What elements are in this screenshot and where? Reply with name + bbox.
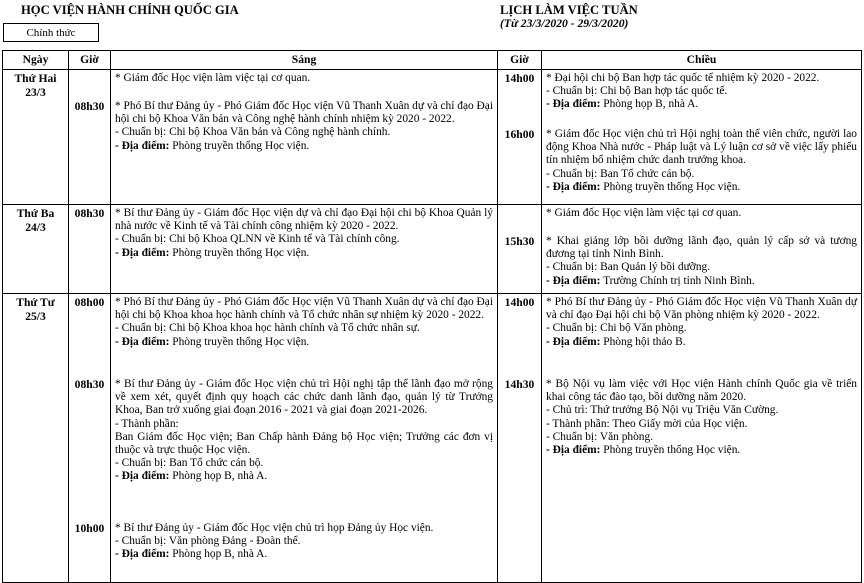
event-block [546,128,857,194]
morning-content-wrap [115,207,493,292]
event-text: - Chuẩn bị: Ban Quản lý bồi dưỡng. [546,261,711,274]
event-text: * Bí thư Đảng ủy - Giám đốc Học viện dự và chỉ đạo Đại hội chi bộ Khoa Quản lý nhà nước về Kinh tế và Tài chính công nhiệm kỳ 2020 - 2022. [115,207,493,233]
event-text: Phòng hội thảo B. [600,335,686,348]
event-line [115,72,493,85]
event-line [115,470,493,483]
location-label: - Địa điểm: [546,444,601,457]
event-line [115,247,493,260]
event-text: * Giám đốc Học viện làm việc tại cơ quan. [546,207,742,219]
event-text: - Chuẩn bị: Chi bộ Văn phòng. [546,322,687,335]
event-text: * Đại hội chi bộ Ban hợp tác quốc tế nhiệm kỳ 2020 - 2022. [546,72,820,84]
afternoon-content-cell [542,70,862,205]
event-text: Phòng truyền thống Học viện. [169,246,310,259]
morning-content-wrap [115,296,493,581]
location-label: - Địa điểm: [546,274,601,287]
event-text: - Chủ trì: Thứ trưởng Bộ Nội vụ Triệu Văn Cường. [546,404,779,417]
event-line [546,128,857,168]
morning-content-cell [111,294,498,583]
event-text: * Khai giảng lớp bồi dưỡng lãnh đạo, quản lý cấp sở và tương đương tại tỉnh Ninh Bình. [546,235,857,261]
event-block [546,235,857,288]
schedule-title: LỊCH LÀM VIỆC TUẦN [500,3,638,17]
event-text: Phòng truyền thống Học viện. [169,139,310,152]
event-line [546,207,857,220]
event-line [115,522,493,535]
day-name: Thứ Hai [14,72,57,85]
event-text: - Thành phần: Theo Giấy mời của Học viện. [546,417,748,430]
morning-time-cell [69,205,111,294]
event-text: * Bộ Nội vụ làm việc với Học viện Hành chính Quốc gia về triển khai công tác đào tạo, bồi dưỡng năm 2020. [546,378,857,404]
afternoon-time-cell [498,205,542,294]
morning-content-cell [111,70,498,205]
official-badge: Chính thức [3,23,99,42]
event-line [546,322,857,335]
time-slot-label: 08h30 [74,100,105,113]
event-text: - Chuẩn bị: Văn phòng Đảng - Đoàn thể. [115,535,301,548]
day-name: Thứ Tư [16,296,55,309]
event-text: Trường Chính trị tỉnh Ninh Bình. [600,274,755,287]
afternoon-content-cell [542,294,862,583]
day-cell [3,205,69,294]
event-block [546,207,857,220]
afternoon-content-wrap [546,207,857,292]
event-text: * Giám đốc Học viện làm việc tại cơ quan. [115,72,311,84]
event-line [115,140,493,153]
event-text: * Phó Bí thư Đảng ủy - Phó Giám đốc Học viện Vũ Thanh Xuân dự và chỉ đạo Đại hội chi bộ Khoa Văn bản và Công nghệ hành chính nhiệm kỳ 2020 - 2022. [115,100,493,126]
day-cell [3,294,69,583]
event-line [115,233,493,246]
event-text: Phòng truyền thống Học viện. [600,444,741,457]
event-line [546,378,857,404]
weekly-schedule-table [2,50,862,583]
location-label: - Địa điểm: [115,246,170,259]
event-text: Phòng truyền thống Học viện. [169,335,310,348]
event-block [115,378,493,484]
event-text: * Phó Bí thư Đảng ủy - Phó Giám đốc Học viện Vũ Thanh Xuân dự và chỉ đạo Đại hội chi bộ Văn phòng nhiệm kỳ 2020 - 2022. [546,296,857,322]
event-line [115,207,493,233]
event-block [546,378,857,457]
time-slot-label: 14h30 [504,378,535,391]
location-label: - Địa điểm: [115,548,170,561]
event-text: * Phó Bí thư Đảng ủy - Phó Giám đốc Học viện Vũ Thanh Xuân dự và chỉ đạo Đại hội chi bộ Khoa khoa học hành chính và Tổ chức nhân sự nhiệm kỳ 2020 - 2022. [115,296,493,322]
event-line [546,72,857,85]
event-text: - Chuẩn bị: Chi bộ Khoa Văn bản và Công nghệ hành chính. [115,126,391,139]
day-name: Thứ Ba [16,207,55,220]
schedule-row [3,205,862,294]
afternoon-time-cell [498,294,542,583]
time-slot-label: 08h30 [74,207,105,220]
event-text: Phòng truyền thống Học viện. [600,180,741,193]
morning-time-cell [69,70,111,205]
event-line [546,168,857,181]
event-text: - Chuẩn bị: Ban Tổ chức cán bộ. [115,457,264,470]
event-line [115,336,493,349]
event-line [546,404,857,417]
location-label: - Địa điểm: [546,335,601,348]
schedule-date-range: (Từ 23/3/2020 - 29/3/2020) [500,17,629,30]
event-line [115,431,493,457]
location-label: - Địa điểm: [115,139,170,152]
event-text: Phòng họp B, nhà A. [169,470,268,483]
day-date: 25/3 [25,310,46,323]
event-block [115,207,493,260]
day-date: 24/3 [25,221,46,234]
schedule-heading [500,3,638,30]
event-line [546,98,857,111]
col-header-afternoon: Chiều [542,51,862,70]
event-line [546,235,857,261]
location-label: - Địa điểm: [115,335,170,348]
time-slot-label: 15h30 [504,235,535,248]
afternoon-content-wrap [546,72,857,203]
time-slot-label: 08h30 [74,378,105,391]
event-block [546,72,857,112]
event-block [115,296,493,349]
event-text: * Bí thư Đảng ủy - Giám đốc Học viện chủ trì Hội nghị tập thể lãnh đạo mở rộng về xem xét, quyết định quy hoạch các chức danh lãnh đạo, quản lý từ Trưởng Khoa, Ban trở xuống giai đoạn 2016 - 2021 và giai đoạn 2021-2026. [115,378,493,417]
event-line [546,275,857,288]
time-slot-label: 14h00 [504,72,535,85]
event-line [115,535,493,548]
location-label: - Địa điểm: [115,470,170,483]
time-slot-label: 10h00 [74,522,105,535]
event-line [115,322,493,335]
event-line [115,100,493,126]
event-line [546,336,857,349]
event-line [546,431,857,444]
event-line [546,261,857,274]
day-cell [3,70,69,205]
location-label: - Địa điểm: [546,98,601,111]
event-block [546,296,857,349]
col-header-time-afternoon: Giờ [498,51,542,70]
event-block [115,100,493,153]
event-line [115,296,493,322]
event-line [115,457,493,470]
afternoon-time-cell [498,70,542,205]
time-slot-label: 16h00 [504,128,535,141]
morning-content-cell [111,205,498,294]
event-text: Phòng họp B, nhà A. [169,548,268,561]
event-block [115,72,493,85]
afternoon-content-wrap [546,296,857,581]
event-line [546,418,857,431]
morning-content-wrap [115,72,493,203]
day-date: 23/3 [25,86,46,99]
col-header-time: Giờ [69,51,111,70]
org-name: HỌC VIỆN HÀNH CHÍNH QUỐC GIA [21,3,239,17]
event-line [115,548,493,561]
event-line [115,126,493,139]
event-text: - Thành phần: [115,417,179,430]
location-label: - Địa điểm: [546,180,601,193]
schedule-row [3,294,862,583]
event-text: - Chuẩn bị: Ban Tổ chức cán bộ. [546,167,695,180]
event-line [115,418,493,431]
time-slot-label: 08h00 [74,296,105,309]
event-line [546,85,857,98]
event-text: - Chuẩn bị: Chi bộ Khoa QLNN về Kinh tế và Tài chính công. [115,233,400,246]
event-text: Phòng họp B, nhà A. [600,98,699,111]
schedule-row [3,70,862,205]
morning-time-cell [69,294,111,583]
col-header-day: Ngày [3,51,69,70]
event-text: - Chuẩn bị: Chi bộ Ban hợp tác quốc tế. [546,85,728,98]
event-block [115,522,493,562]
event-line [115,378,493,418]
time-slot-label: 14h00 [504,296,535,309]
event-text: * Giám đốc Học viện chủ trì Hội nghị toàn thể viên chức, người lao động Khoa Nhà nước - Pháp luật và Lý luận cơ sở về việc lấy phiếu tín nhiệm bổ nhiệm chức danh trưởng khoa. [546,128,857,167]
event-line [546,296,857,322]
table-header-row [3,51,862,70]
event-text: - Chuẩn bị: Chi bộ Khoa khoa học hành chính và Tổ chức nhân sự. [115,322,420,335]
event-line [546,181,857,194]
afternoon-content-cell [542,205,862,294]
col-header-morning: Sáng [111,51,498,70]
event-text: Ban Giám đốc Học viện; Ban Chấp hành Đảng bộ Học viện; Trưởng các đơn vị thuộc và trực thuộc Học viện. [115,430,493,457]
event-line [546,444,857,457]
event-text: - Chuẩn bị: Văn phòng. [546,430,654,443]
event-text: * Bí thư Đảng ủy - Giám đốc Học viện chủ trì họp Đảng ủy Học viện. [115,522,434,534]
